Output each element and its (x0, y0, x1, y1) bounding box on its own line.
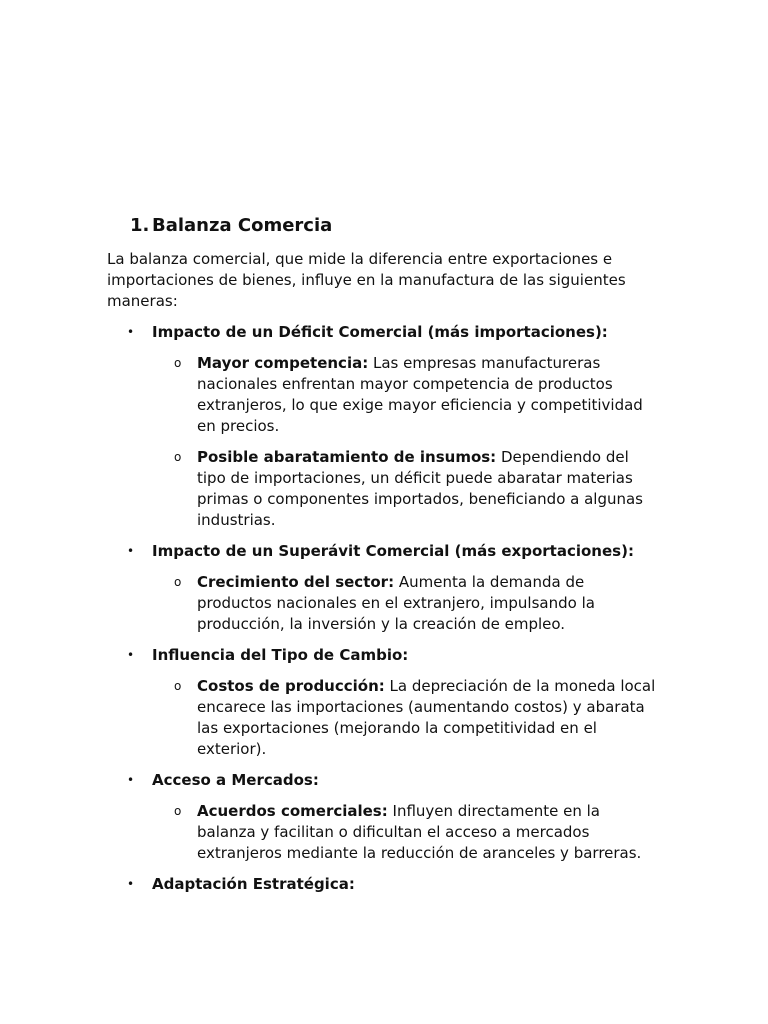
sublist-item-text: Dependiendo del tipo de importaciones, un déficit puede abaratar materias primas o componentes importados, beneficiando a algunas industrias. (197, 448, 644, 529)
bullet-icon: • (127, 773, 135, 787)
list-item-title: Influencia del Tipo de Cambio: (152, 646, 409, 664)
sublist-item-text: La depreciación de la moneda local encarece las importaciones (aumentando costos) y abarata las exportaciones (mejorando la competitividad en el exterior). (197, 677, 656, 758)
sublist-item-text: Aumenta la demanda de productos nacionales en el extranjero, impulsando la producción, la inversión y la creación de empleo. (197, 573, 595, 633)
bullet-icon: • (127, 544, 135, 558)
sublist-item-competencia (197, 353, 662, 437)
list-item-deficit (152, 322, 692, 343)
intro-paragraph: La balanza comercial, que mide la diferencia entre exportaciones e importaciones de bienes, influye en la manufactura de las siguientes maneras: (107, 250, 626, 310)
sublist-item-costos (197, 676, 662, 760)
list-item-title: Impacto de un Superávit Comercial (más exportaciones): (152, 542, 634, 560)
sublist-item-insumos (197, 447, 662, 531)
bullet-icon: • (127, 648, 135, 662)
heading-number: 1. (130, 215, 150, 236)
list-item-acceso-mercados (152, 770, 692, 791)
list-item-tipo-cambio (152, 645, 692, 666)
bullet-icon: • (127, 325, 135, 339)
sublist-item-text: Las empresas manufactureras nacionales enfrentan mayor competencia de productos extranjeros, lo que exige mayor eficiencia y competitividad en precios. (197, 354, 643, 435)
section-heading (130, 214, 332, 238)
sublist-item-lead: Acuerdos comerciales: (197, 802, 388, 820)
sublist-item-lead: Posible abaratamiento de insumos: (197, 448, 497, 466)
subbullet-icon: o (174, 679, 182, 693)
sublist-item-crecimiento (197, 572, 662, 635)
sublist-item-text: Influyen directamente en la balanza y facilitan o dificultan el acceso a mercados extranjeros mediante la reducción de aranceles y barreras. (197, 802, 642, 862)
subbullet-icon: o (174, 804, 182, 818)
subbullet-icon: o (174, 356, 182, 370)
list-item-title: Acceso a Mercados: (152, 771, 319, 789)
list-item-title: Adaptación Estratégica: (152, 875, 355, 893)
list-item-adaptacion (152, 874, 692, 895)
sublist-item-lead: Crecimiento del sector: (197, 573, 395, 591)
subbullet-icon: o (174, 575, 182, 589)
list-item-superavit (152, 541, 692, 562)
sublist-item-acuerdos (197, 801, 662, 864)
list-item-title: Impacto de un Déficit Comercial (más importaciones): (152, 323, 608, 341)
sublist-item-lead: Mayor competencia: (197, 354, 369, 372)
subbullet-icon: o (174, 450, 182, 464)
bullet-icon: • (127, 877, 135, 891)
heading-text: Balanza Comercia (152, 215, 333, 236)
sublist-item-lead: Costos de producción: (197, 677, 385, 695)
